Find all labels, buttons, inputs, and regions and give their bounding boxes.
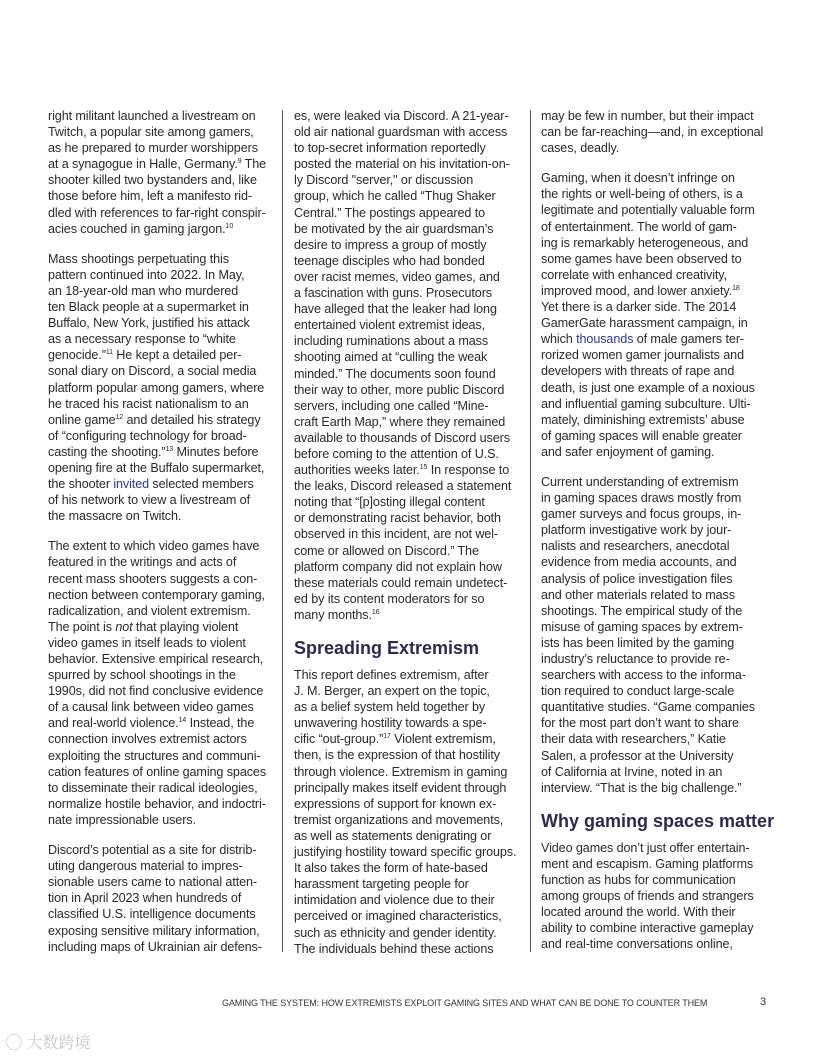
text-run: Instead, the connection involves extremist actors exploiting the structures and communi- cation features of online gaming spaces to disseminate their radical ideologies, normalize hostile behavior, and indoctri- nate impressionable users. [48,716,267,827]
text-run: es, were leaked via Discord. A 21-year- old air national guardsman with access to top-secret information reportedly posted the material on his invitation-on- ly Discord "server," or discussion group, which he called “Thug Shaker Central.” The postings appeared to be motivated by the air guardsman’s desire to impress a group of mostly teenage disciples who had bonded over racist memes, video games, and a fascination with guns. Prosecutors have alleged that the leaker had long entertained violent extremist ideas, including ruminations about a mass shooting aimed at “culling the weak minded.” The documents soon found their way to other, more public Discord servers, including one called “Mine- craft Earth Map,” where they remained available to thousands of Discord users before coming to the attention of U.S. authorities weeks later. [294,109,510,478]
footnote-ref[interactable]: 9 [237,158,242,166]
text-run: right militant launched a livestream on Twitch, a popular site among gamers, as he prepared to murder worshippers at a synagogue in Halle, Germany. [48,109,258,172]
footnote-ref[interactable]: 18 [732,284,740,292]
footnote-ref[interactable]: 17 [383,733,391,741]
body-paragraph [541,840,777,953]
text-run: Discord’s potential as a site for distrib- uting dangerous material to impres- sionable users came to national atten- tion in April 2023 when hundreds of classified U.S. intelligence documents exposing sensitive military information, including maps of Ukrainian air defens- [48,843,262,954]
text-run: Video games don’t just offer entertain- ment and escapism. Gaming platforms function as hubs for communication among groups of friends and strangers located around the world. With their ability to combine interactive gameplay and real-time conversations online, [541,840,754,952]
section-heading: Why gaming spaces matter [541,810,775,831]
column-2 [294,108,530,971]
footnote-ref[interactable]: 13 [165,445,174,453]
footnote-ref[interactable]: 16 [371,608,380,616]
text-run: He kept a detailed per- sonal diary on Discord, a social media platform popular among gamers, where he traced his racist nationalism to an online game [48,348,265,427]
body-paragraph [294,108,530,623]
body-paragraph [541,108,777,156]
body-paragraph [541,170,777,460]
body-paragraph [48,842,284,955]
text-run: Minutes before opening fire at the Buffalo supermarket, the shooter [48,444,265,492]
body-paragraph [48,538,284,828]
text-run: Mass shootings perpetuating this pattern continued into 2022. In May, an 18-year-old man who murdered ten Black people at a supermarket in Buffalo, New York, justified his attack as a necessary response to “white genocide.” [48,251,250,363]
column-3 [541,108,777,967]
inline-link[interactable]: thousands [576,332,634,347]
section-heading: Spreading Extremism [294,638,480,658]
text-run: Current understanding of extremism in gaming spaces draws mostly from gamer surveys and focus groups, in- platform investigative work by jour- nalists and researchers, anecdotal evidence from media accounts, and analysis of police investigation files and other materials related to mass shootings. The empirical study of the misuse of gaming spaces by extrem- ists has been limited by the gaming industry’s reluctance to provide re- searchers with access to the informa- tion required to conduct large-scale quantitative studies. “Game companies for the most part don’t want to share their data with researchers,” Katie Salen, a professor at the University of California at Irvine, noted in an interview. “That is the big challenge.” [541,474,756,795]
inline-link[interactable]: invited [113,477,150,492]
body-paragraph [541,474,777,796]
text-run: The shooter killed two bystanders and, like those before him, left a manifesto rid- dled with references to far-right conspir- acies couched in gaming jargon. [48,157,267,236]
column-1 [48,108,284,969]
emphasis-text: not [115,619,133,634]
running-footer-title: GAMING THE SYSTEM: HOW EXTREMISTS EXPLOIT GAMING SITES AND WHAT CAN BE DONE TO COUNTER THEM [222,998,708,1008]
column-divider [282,110,283,952]
text-run: may be few in number, but their impact can be far-reaching—and, in exceptional cases, deadly. [541,109,764,156]
column-divider [530,110,531,952]
body-paragraph [48,251,284,525]
footnote-ref[interactable]: 10 [225,222,234,230]
text-run: This report defines extremism, after J. M. Berger, an expert on the topic, as a belief system held together by unwavering hostility towards a spe- cific “out-group.” [294,668,490,747]
watermark-logo: ◯ 大数跨境 [6,1035,91,1052]
footnote-ref[interactable]: 11 [105,349,113,357]
watermark-text: 大数跨境 [26,1035,91,1052]
body-paragraph [48,108,284,237]
text-run: Violent extremism, then, is the expression of that hostility through violence. Extremism in gaming principally makes itself evident through expressions of support for known ex- tremist organizations and movements, as well as statements denigrating or justifying hostility toward specific groups. It also takes the form of hate-based harassment targeting people for intimidation and violence due to their perceived or imagined characteristics, such as ethnicity and gender identity. The individuals behind these actions [294,732,517,956]
text-run: The extent to which video games have featured in the writings and acts of recent mass shooters suggests a con- nection between contemporary gaming, radicalization, and violent extremism. The point is [48,539,265,634]
text-run: of male gamers ter- rorized women gamer journalists and developers with threats of rape and death, is just one example of a noxious and influential gaming subculture. Ulti- mately, diminishing extremists’ abuse of gaming spaces will enable greater and safer enjoyment of gaming. [541,332,755,459]
body-paragraph [294,667,530,957]
page-number: 3 [760,996,767,1008]
text-run: that playing violent video games in itself leads to violent behavior. Extensive empirical research, spurred by school shootings in the 1990s, did not find conclusive evidence of a causal link between video games and real-world violence. [48,619,264,731]
text-run: and detailed his strategy of “configuring technology for broad- casting the shooting.” [48,412,261,459]
text-run: Gaming, when it doesn’t infringe on the rights or well-being of others, is a legitimate and potentially valuable form of entertainment. The world of gam- ing is remarkably heterogeneous, and some games have been observed to correlate with enhanced creativity, improved mood, and lower anxiety. [541,171,755,298]
text-run: In response to the leaks, Discord released a statement noting that “[p]osting illegal content or demonstrating racist behavior, both observed in this incident, are not wel- come or allowed on Discord.” The platform company did not explain how these materials could remain undetect- ed by its content moderators for so many months. [294,463,512,622]
text-run: selected members of his network to view a livestream of the massacre on Twitch. [48,477,254,524]
footnote-ref[interactable]: 14 [178,717,187,725]
text-run: Yet there is a darker side. The 2014 GamerGate harassment campaign, in which [541,300,748,347]
footnote-ref[interactable]: 15 [419,464,428,472]
footnote-ref[interactable]: 12 [115,413,124,421]
